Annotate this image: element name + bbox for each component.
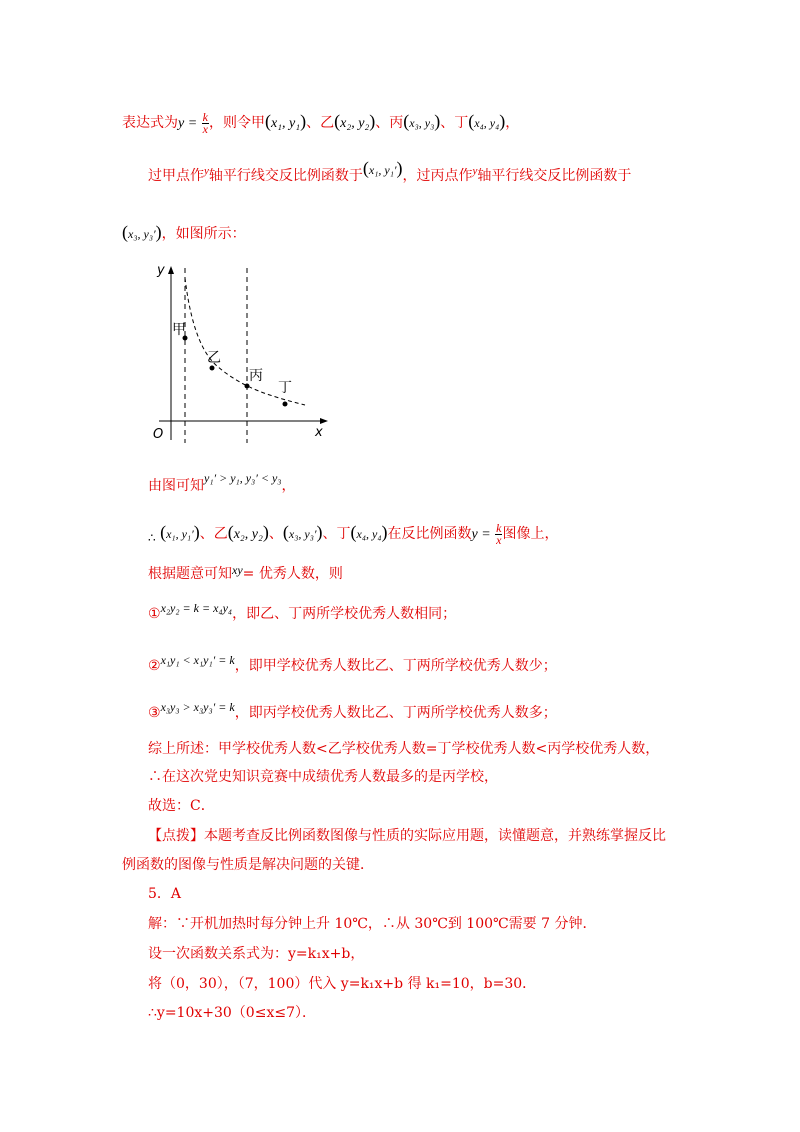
point-bing: x₃, y₃ xyxy=(409,116,435,130)
item-number: ① xyxy=(148,606,161,622)
math-expr: x₂y₂ = k = x₄y₄ xyxy=(160,601,233,615)
text: ，如图所示： xyxy=(161,226,246,242)
text: ，过丙点作 xyxy=(402,168,473,184)
point-bing-prime: x₃, y₃′ xyxy=(128,227,156,241)
q5-solution-1: 解：∵开机加热时每分钟上升 10℃，∴从 30℃到 100℃需要 7 分钟． xyxy=(148,916,597,932)
text: 在反比例函数 xyxy=(387,526,472,542)
text: 轴平行线交反比例函数于 xyxy=(208,168,363,184)
point: x₂, y₂ xyxy=(233,527,263,542)
text: ，即乙、丁两所学校优秀人数相同； xyxy=(232,606,457,622)
point-bing-dot xyxy=(245,384,250,389)
math-y-eq: y = xyxy=(178,116,198,131)
point-ding-dot xyxy=(283,402,288,407)
x-axis-arrow xyxy=(320,418,328,424)
text: 表达式为 xyxy=(122,115,178,131)
summary: 综上所述：甲学校优秀人数<乙学校优秀人数=丁学校优秀人数<丙学校优秀人数， xyxy=(148,741,660,757)
point: x₁, y₁′ xyxy=(166,527,194,541)
label-jia: 甲 xyxy=(172,322,186,338)
y-axis-arrow xyxy=(168,266,174,274)
on-graph-line: ∴ (x₁, y₁′)、乙(x₂, y₂)、(x₃, y₃′)、丁(x₄, y₄)在反比例函数y = $\frac{k}{x}$ 图像上， xyxy=(148,520,559,547)
text: = 优秀人数，则 xyxy=(242,566,343,582)
tip-line-1 xyxy=(148,826,666,846)
text: 轴平行线交反比例函数于 xyxy=(477,168,632,184)
point-yi-dot xyxy=(210,366,215,371)
text: ，即甲学校优秀人数比乙、丁两所学校优秀人数少； xyxy=(234,658,557,674)
math-inequality: y₁′ > y₁, y₃′ < y₃ xyxy=(204,471,282,485)
text: ，即丙学校优秀人数比乙、丁两所学校优秀人数多； xyxy=(234,705,557,721)
label-yi: 乙 xyxy=(207,350,221,366)
item-number: ③ xyxy=(148,705,161,721)
tip-bracket: 【点拨】 xyxy=(148,828,204,844)
math-y: y xyxy=(204,165,209,177)
q5-solution-4: ∴y=10x+30（0≤x≤7）． xyxy=(148,1005,316,1021)
numerator: k xyxy=(202,109,208,124)
fraction-k-over-x xyxy=(202,109,209,136)
item-3 xyxy=(148,697,557,723)
q5-solution-2: 设一次函数关系式为：y=k₁x+b， xyxy=(148,946,365,962)
denominator: x xyxy=(202,121,208,136)
q5-label: 5．A xyxy=(148,886,182,902)
observation-line xyxy=(148,468,295,496)
answer: 故选：C． xyxy=(148,798,215,814)
math-y: y xyxy=(472,165,478,177)
denominator: x xyxy=(496,532,502,547)
math-expr: x₁y₁ < x₁y₁′ = k xyxy=(160,653,235,667)
origin-label: O xyxy=(153,427,164,442)
item-number: ② xyxy=(148,658,161,674)
text: 、丁 xyxy=(322,526,351,542)
item-2 xyxy=(148,650,557,676)
point-jia: x₁, y₁ xyxy=(270,116,301,131)
text: 根据题意可知 xyxy=(148,566,232,582)
item-1 xyxy=(148,598,456,624)
point: x₄, y₄ xyxy=(356,527,382,541)
text: 、乙 xyxy=(199,526,228,542)
text: 过甲点作 xyxy=(148,168,204,184)
tip-text: 本题考查反比例函数图像与性质的实际应用题，读懂题意，并熟练掌握反比 xyxy=(204,828,666,844)
x-axis-label: x xyxy=(315,425,323,440)
math-y-eq: y = xyxy=(471,527,491,542)
conclusion: ∴在这次党史知识竞赛中成绩优秀人数最多的是丙学校， xyxy=(148,769,498,785)
expression-line: 表达式为y = $\frac{k}{x}$ ，则令甲(x₁, y₁)、乙(x₂, y₂)、丙(x₃, y₃)、丁(x₄, y₄)， xyxy=(122,109,520,136)
text: 、丁 xyxy=(440,115,469,131)
text: ，则令甲 xyxy=(208,115,265,131)
text: ， xyxy=(281,478,296,494)
y-axis-label: y xyxy=(157,263,165,278)
point-ding: x₄, y₄ xyxy=(474,116,500,130)
label-bing: 丙 xyxy=(249,368,263,384)
construction-line: 过甲点作$^y$轴平行线交反比例函数于(x₁, y₁′)，过丙点作$^y$轴平行线交反比例函数于 xyxy=(148,158,632,184)
point: x₃, y₃′ xyxy=(288,527,317,541)
text: 、乙 xyxy=(306,115,335,131)
point-jia-prime: x₁, y₁′ xyxy=(368,163,397,177)
numerator: k xyxy=(496,520,502,535)
therefore-symbol: ∴ xyxy=(148,531,156,545)
math-xy: xy xyxy=(232,563,243,577)
tip-line-2: 例函数的图像与性质是解决问题的关键． xyxy=(122,857,374,873)
figure-ref-line: (x₃, y₃′)，如图所示： xyxy=(122,222,246,242)
q5-solution-3: 将（0，30），（7，100）代入 y=k₁x+b 得 k₁=10，b=30． xyxy=(148,976,537,992)
math-expr: x₃y₃ > x₃y₃′ = k xyxy=(160,700,235,714)
text: ， xyxy=(505,115,520,131)
text: 图像上， xyxy=(502,526,559,542)
meaning-line xyxy=(148,560,343,584)
text: 、 xyxy=(268,526,283,542)
label-ding: 丁 xyxy=(278,380,292,396)
text: 由图可知 xyxy=(148,478,204,494)
inverse-function-graph xyxy=(145,258,340,443)
text: 、丙 xyxy=(375,115,404,131)
point-yi: x₂, y₂ xyxy=(340,116,370,131)
